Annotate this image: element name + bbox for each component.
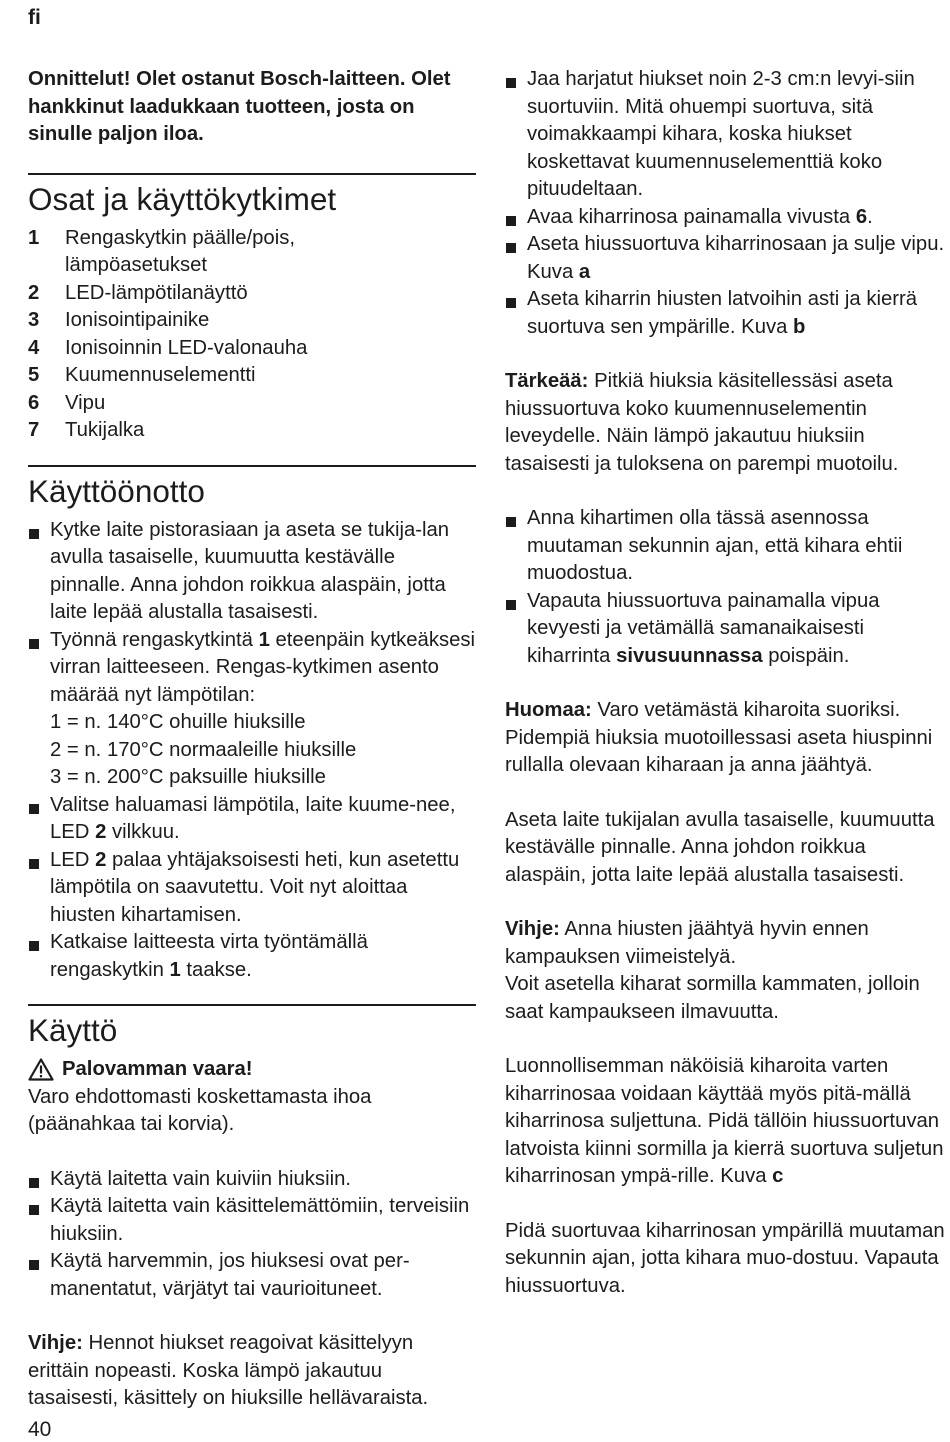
bullet-square-icon — [28, 1193, 50, 1248]
parts-item-text: Kuumennuselementti — [65, 364, 256, 386]
parts-item — [28, 362, 476, 390]
warning-triangle-icon — [28, 1058, 54, 1081]
usage-bullet-text: Käytä laitetta vain käsittelemättömiin, terveisiin hiuksiin. — [50, 1195, 470, 1245]
parts-item-number: 1 — [28, 226, 40, 249]
parts-item-text: Tukijalka — [65, 419, 145, 441]
usage-bullet — [28, 1248, 476, 1303]
caution-note: Huomaa: Varo vetämästä kiharoita suoriksi. Pidempiä hiuksia muotoillessasi aseta hiuspinni rullalla olevaan kiharaan ja anna jäähtyä. — [505, 699, 933, 776]
parts-item — [28, 307, 476, 335]
warning-title — [28, 1056, 476, 1084]
usage-bullet-text: Käytä harvemmin, jos hiuksesi ovat per-manentatut, värjätyt tai vaurioituneet. — [50, 1250, 410, 1300]
setup-bullet-text: Valitse haluamasi lämpötila, laite kuume-nee, LED 2 vilkkuu. — [50, 793, 456, 843]
bullet-square-icon — [505, 231, 527, 286]
temperature-setting: 2 = n. 170°C normaaleille hiuksille — [50, 738, 357, 761]
bullet-square-icon — [28, 517, 50, 627]
setup-bullet — [28, 792, 476, 847]
parts-item — [28, 390, 476, 418]
parts-list — [28, 225, 476, 445]
instruction-bullet-text: Jaa harjatut hiukset noin 2-3 cm:n levyi-siin suortuviin. Mitä ohuempi suortuva, sitä voimakkaampi kihara, koska hiukset koskettavat kuumennuselementtiä koko pituudeltaan. — [527, 68, 915, 200]
temperature-setting: 1 = n. 140°C ohuille hiuksille — [50, 711, 306, 733]
usage-tip: Vihje: Hennot hiukset reagoivat käsittelyyn erittäin nopeasti. Koska lämpö jakautuu tasaisesti, käsittely on hiuksille hellävaraista. — [28, 1332, 429, 1409]
usage-bullet — [28, 1166, 476, 1194]
bullet-square-icon — [505, 505, 527, 588]
parts-item-text: Rengaskytkin päälle/pois, lämpöasetukset — [65, 226, 295, 276]
intro-text: Onnittelut! Olet ostanut Bosch-laitteen. Olet hankkinut laadukkaan tuotteen, josta on sinulle paljon iloa. — [28, 68, 451, 145]
bullet-square-icon — [28, 929, 50, 984]
cooling-tip: Vihje: Anna hiusten jäähtyä hyvin ennen kampauksen viimeistelyä. — [505, 918, 869, 968]
bullet-square-icon — [28, 627, 50, 710]
parts-item — [28, 417, 476, 445]
setup-bullet — [28, 517, 476, 627]
parts-item-text: LED-lämpötilanäyttö — [65, 281, 248, 304]
bullet-square-icon — [505, 66, 527, 204]
bullet-square-icon — [28, 1166, 50, 1194]
parts-item — [28, 225, 476, 280]
closed-curler-paragraph: Luonnollisemman näköisiä kiharoita varten kiharrinosaa voidaan käyttää myös pitä-mällä kiharrinosa suljettuna. Pidä tällöin hiussuortuvan latvoista kiinni sormilla ja kierrä suortuva suljetun kiharrinosan ympä-rille. Kuva c — [505, 1055, 944, 1187]
bullet-square-icon — [28, 847, 50, 930]
instruction-bullet — [505, 505, 945, 588]
important-note: Tärkeää: Pitkiä hiuksia käsitellessäsi aseta hiussuortuva koko kuumennuselementin leveydelle. Näin lämpö jakautuu hiuksiin tasaisesti ja tuloksena on parempi muotoilu. — [505, 370, 899, 475]
parts-item-number: 7 — [28, 419, 40, 441]
parts-item-number: 5 — [28, 364, 40, 386]
section-divider — [28, 1004, 476, 1006]
setup-heading: Käyttöönotto — [28, 472, 205, 509]
parts-item-text: Ionisointipainike — [65, 309, 210, 331]
parts-item — [28, 280, 476, 308]
instruction-bullet-text: Avaa kiharrinosa painamalla vivusta 6. — [527, 205, 873, 228]
instruction-bullet — [505, 588, 945, 671]
warning-title-text: Palovamman vaara! — [62, 1058, 253, 1080]
instruction-bullet-text: Vapauta hiussuortuva painamalla vipua kevyesti ja vetämällä samanaikaisesti kiharrinta sivusuunnassa poispäin. — [527, 589, 880, 667]
parts-item-number: 6 — [28, 391, 40, 414]
hold-paragraph: Pidä suortuvaa kiharrinosan ympärillä muutaman sekunnin ajan, jotta kihara muo-dostuu. Vapauta hiussuortuva. — [505, 1219, 945, 1297]
parts-item-number: 3 — [28, 309, 40, 331]
language-code: fi — [28, 6, 41, 29]
setup-bullet — [28, 929, 476, 984]
placement-paragraph: Aseta laite tukijalan avulla tasaiselle, kuumuutta kestävälle pinnalle. Anna johdon roikkua alaspäin, jotta laite lepää alustalla tasaisesti. — [505, 808, 935, 886]
page-number: 40 — [28, 1418, 52, 1441]
instruction-bullet-text: Aseta kiharrin hiusten latvoihin asti ja kierrä suortuva sen ympärille. Kuva b — [527, 288, 918, 338]
usage-heading: Käyttö — [28, 1012, 118, 1048]
right-column — [505, 66, 945, 1300]
usage-bullet — [28, 1193, 476, 1248]
bullet-square-icon — [505, 286, 527, 341]
setup-bullet-text: Kytke laite pistorasiaan ja aseta se tukija-lan avulla tasaiselle, kuumuutta kestävälle pinnalle. Anna johdon roikkua alaspäin, jotta laite lepää alustalla tasaisesti. — [50, 518, 450, 623]
instruction-bullet — [505, 231, 945, 286]
instruction-bullet-text: Anna kihartimen olla tässä asennossa muutaman sekunnin ajan, että kihara ehtii muodostua. — [527, 507, 903, 584]
setup-bullet-text: Katkaise laitteesta virta työntämällä rengaskytkin 1 taakse. — [50, 931, 368, 981]
instruction-bullet — [505, 66, 945, 204]
left-column — [28, 66, 476, 1413]
setup-bullet-text: LED 2 palaa yhtäjaksoisesti heti, kun asetettu lämpötila on saavutettu. Voit nyt aloittaa hiusten kihartamisen. — [50, 848, 460, 926]
instruction-bullet — [505, 204, 945, 232]
usage-bullet-text: Käytä laitetta vain kuiviin hiuksiin. — [50, 1167, 351, 1190]
setup-bullet — [28, 627, 476, 710]
bullet-square-icon — [505, 204, 527, 232]
bullet-square-icon — [505, 588, 527, 671]
cooling-tip-line: Voit asetella kiharat sormilla kammaten, jolloin saat kampaukseen ilmavuutta. — [505, 973, 920, 1023]
parts-item — [28, 335, 476, 363]
parts-item-number: 2 — [28, 281, 40, 304]
parts-item-text: Vipu — [65, 391, 106, 414]
setup-bullet — [28, 847, 476, 930]
section-divider — [28, 465, 476, 467]
parts-heading: Osat ja käyttökytkimet — [28, 180, 337, 217]
parts-item-text: Ionisoinnin LED-valonauha — [65, 336, 308, 359]
setup-bullet-text: Työnnä rengaskytkintä 1 eteenpäin kytkeäksesi virran laitteeseen. Rengas-kytkimen asento määrää nyt lämpötilan: — [50, 628, 476, 706]
bullet-square-icon — [28, 1248, 50, 1303]
temperature-setting: 3 = n. 200°C paksuille hiuksille — [50, 766, 326, 788]
section-divider — [28, 173, 476, 175]
warning-text: Varo ehdottomasti koskettamasta ihoa (päänahkaa tai korvia). — [28, 1085, 372, 1135]
parts-item-number: 4 — [28, 336, 40, 359]
bullet-square-icon — [28, 792, 50, 847]
instruction-bullet — [505, 286, 945, 341]
instruction-bullet-text: Aseta hiussuortuva kiharrinosaan ja sulje vipu. Kuva a — [527, 233, 945, 283]
